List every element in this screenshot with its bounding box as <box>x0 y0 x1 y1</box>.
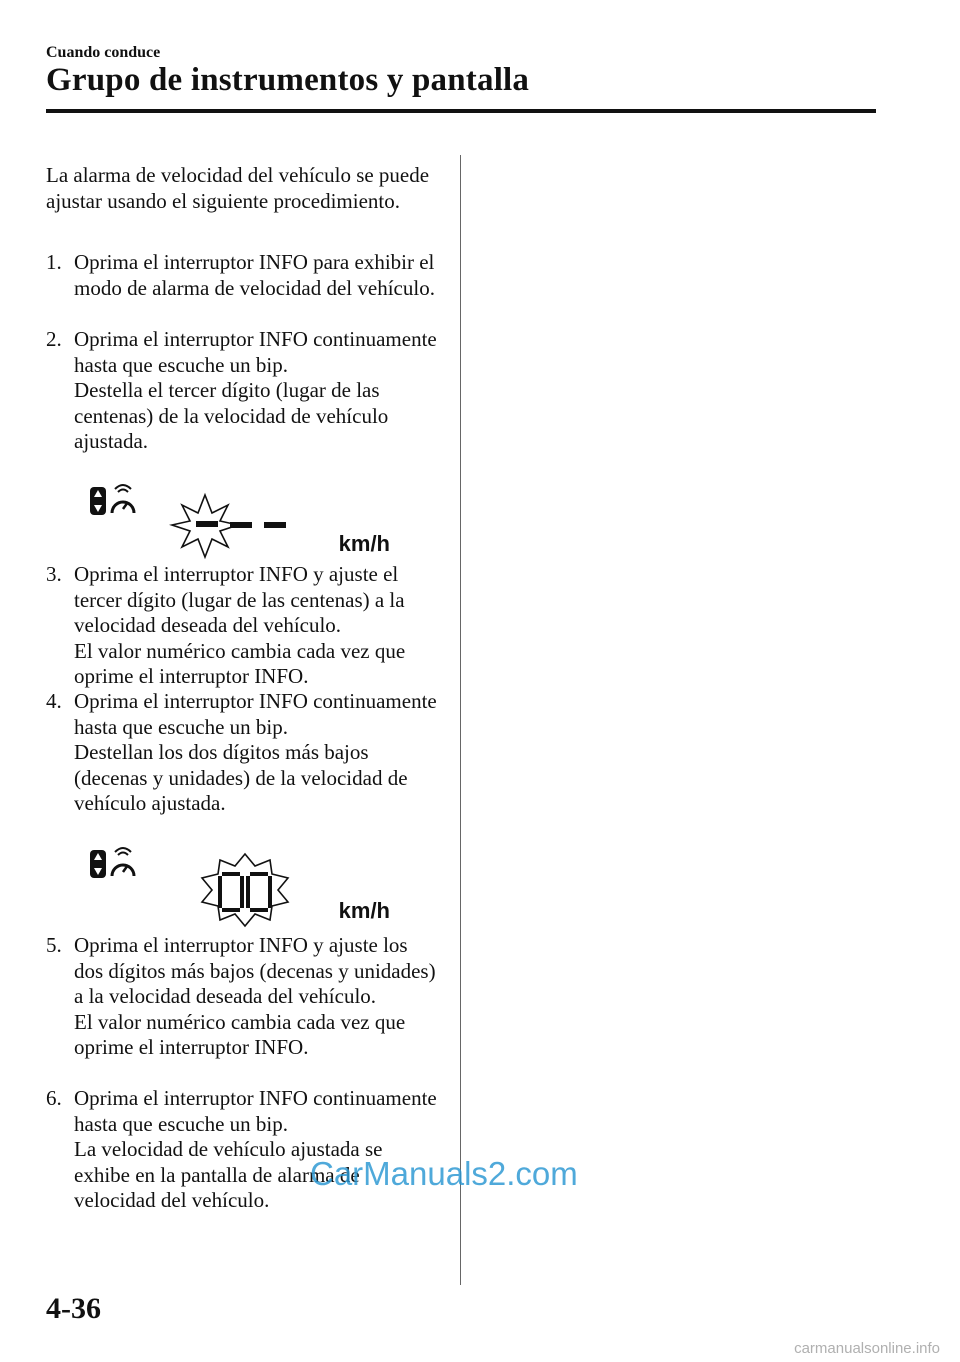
step-number: 4. <box>46 689 62 713</box>
step-2 <box>46 327 441 455</box>
step-text: La velocidad de vehículo ajustada se exhibe en la pantalla de alarma de velocidad del vehículo. <box>74 1137 383 1212</box>
header-rule <box>46 109 876 113</box>
intro-paragraph: La alarma de velocidad del vehículo se puede ajustar usando el siguiente procedimiento. <box>46 163 430 213</box>
speed-alarm-icon <box>90 485 134 515</box>
column-divider <box>460 155 461 1285</box>
step-5 <box>46 933 441 1061</box>
step-text: Oprima el interruptor INFO para exhibir el modo de alarma de velocidad del vehículo. <box>74 250 435 300</box>
digit-zero <box>218 872 244 912</box>
unit-label: km/h <box>338 898 390 923</box>
step-text: Oprima el interruptor INFO y ajuste el tercer dígito (lugar de las centenas) a la velocidad deseada del vehículo. <box>74 562 405 637</box>
step-number: 3. <box>46 562 62 586</box>
unit-label: km/h <box>338 531 390 556</box>
section-label: Cuando conduce <box>46 44 161 61</box>
step-text: Destella el tercer dígito (lugar de las centenas) de la velocidad de vehículo ajustada. <box>74 378 389 453</box>
step-number: 6. <box>46 1086 62 1110</box>
flashing-digit-burst <box>202 854 288 926</box>
dash-digit <box>264 522 286 528</box>
step-text: Destellan los dos dígitos más bajos (decenas y unidades) de la velocidad de vehículo ajustada. <box>74 740 408 815</box>
dash-digit <box>230 522 252 528</box>
chapter-title: Grupo de instrumentos y pantalla <box>46 62 530 98</box>
step-number: 2. <box>46 327 62 351</box>
step-text: Oprima el interruptor INFO continuamente hasta que escuche un bip. <box>74 327 437 377</box>
step-text: Oprima el interruptor INFO y ajuste los dos dígitos más bajos (decenas y unidades) a la velocidad deseada del vehículo. <box>74 933 436 1008</box>
speed-alarm-display-hundreds <box>60 475 440 565</box>
step-number: 1. <box>46 250 62 274</box>
digit-zero <box>246 872 272 912</box>
footer-site-link[interactable]: carmanualsonline.info <box>794 1340 940 1357</box>
step-4 <box>46 689 441 817</box>
watermark: CarManuals2.com <box>310 1155 578 1192</box>
speed-alarm-display-tens <box>60 842 440 932</box>
page-number: 4-36 <box>46 1292 101 1325</box>
step-text: Oprima el interruptor INFO continuamente hasta que escuche un bip. <box>74 689 437 739</box>
step-3 <box>46 562 441 690</box>
step-1 <box>46 250 441 301</box>
step-text: Oprima el interruptor INFO continuamente hasta que escuche un bip. <box>74 1086 437 1136</box>
step-number: 5. <box>46 933 62 957</box>
flashing-digit-burst <box>172 495 238 557</box>
step-text: El valor numérico cambia cada vez que oprime el interruptor INFO. <box>74 638 406 688</box>
speed-alarm-icon <box>90 848 134 878</box>
step-6 <box>46 1086 441 1214</box>
step-text: El valor numérico cambia cada vez que oprime el interruptor INFO. <box>74 1009 406 1059</box>
